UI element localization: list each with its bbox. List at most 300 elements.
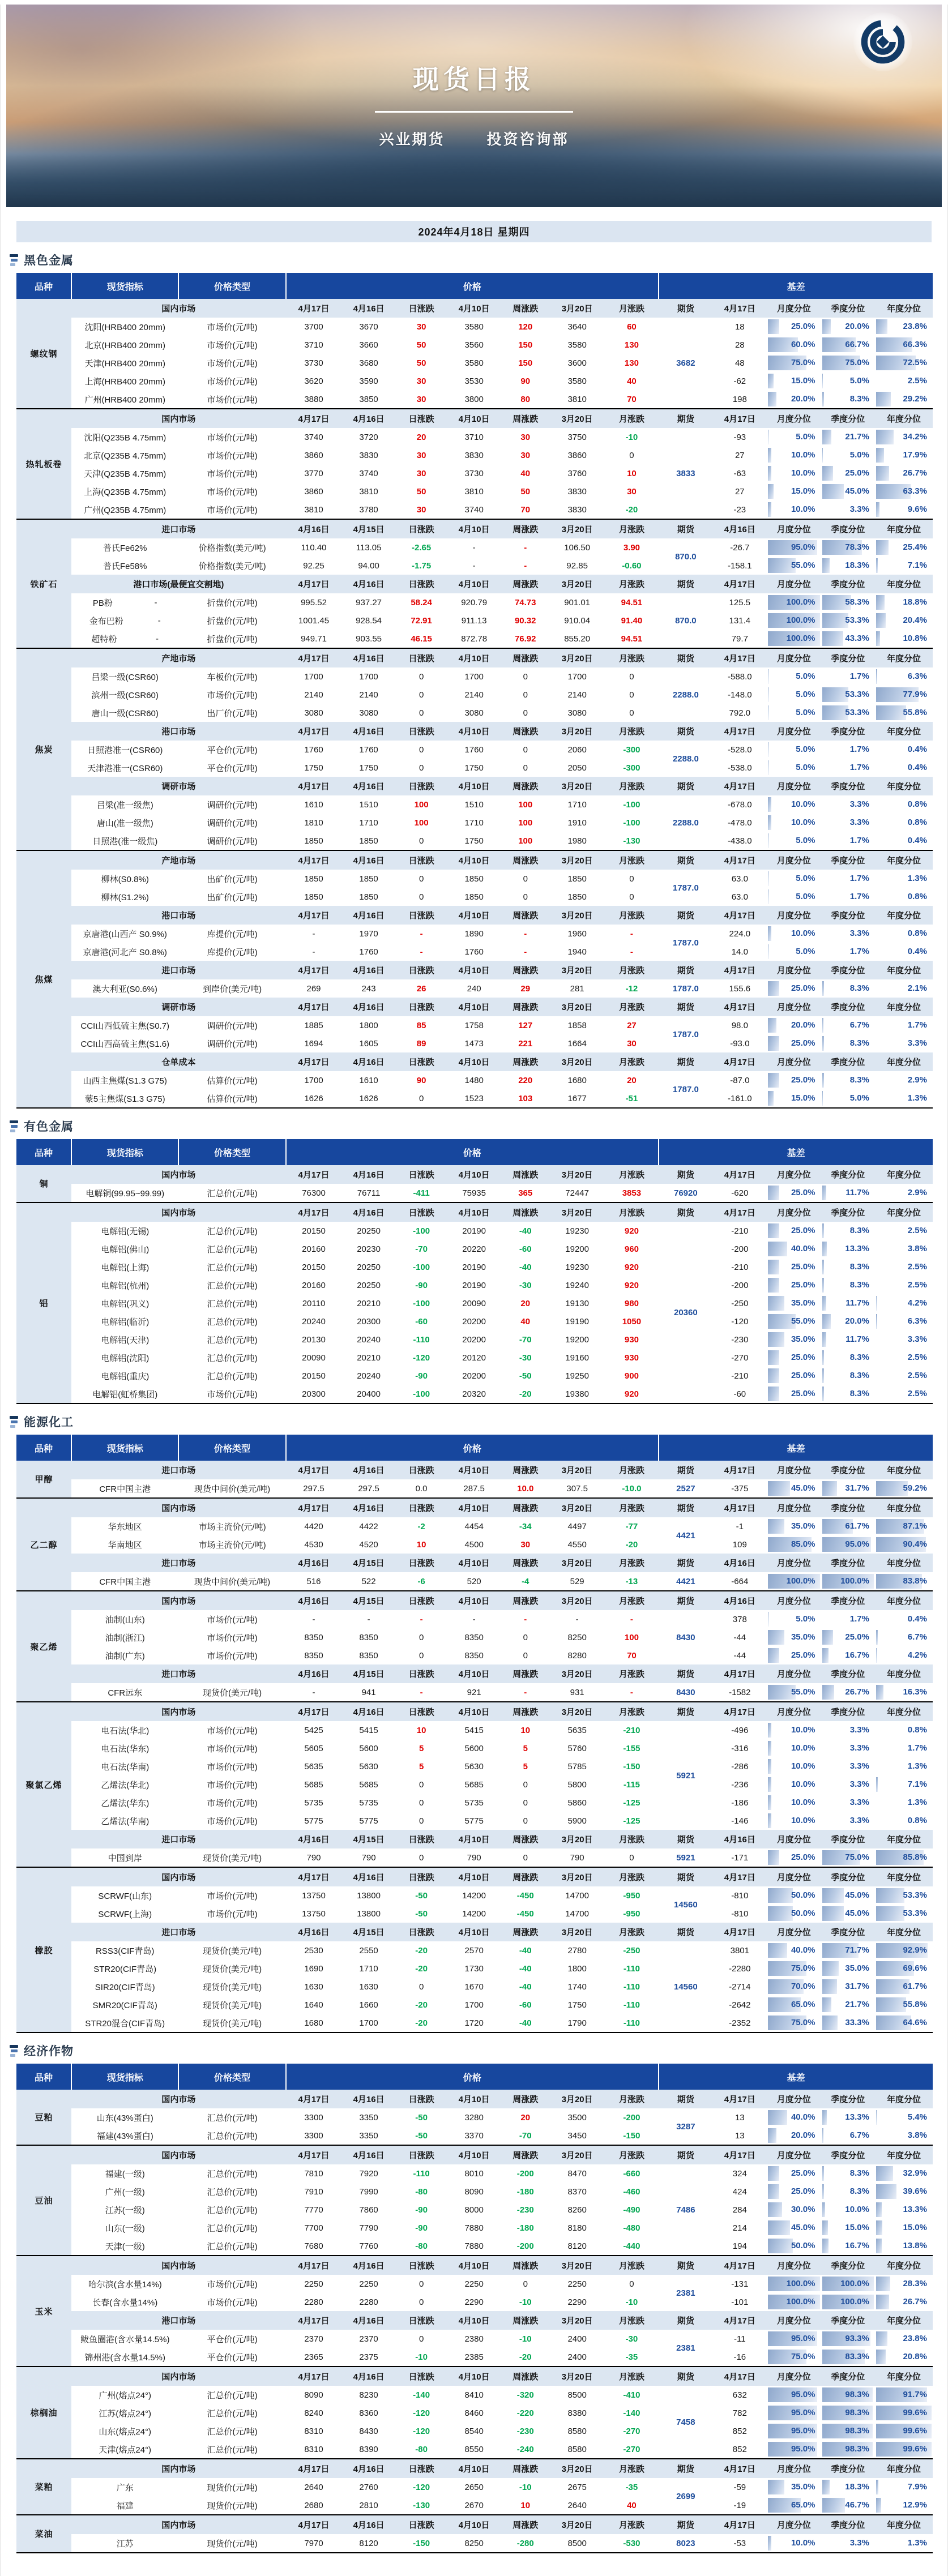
percentile-cell bbox=[767, 2108, 821, 2126]
price-cell: 30 bbox=[396, 464, 447, 482]
basis-cell: -158.1 bbox=[713, 557, 767, 575]
subheader-cell: 日涨跌 bbox=[396, 2459, 447, 2478]
percentile-value: 99.6% bbox=[875, 2441, 933, 2458]
price-cell: 20150 bbox=[286, 1258, 342, 1276]
variety-label: 豆粕 bbox=[16, 2090, 71, 2145]
subheader-cell: 日涨跌 bbox=[396, 850, 447, 870]
basis-cell: -19 bbox=[713, 2496, 767, 2515]
subheader-cell: 期货 bbox=[659, 722, 712, 741]
indicator-cell: 广州(熔点24°) bbox=[71, 2386, 178, 2404]
price-cell: 5685 bbox=[341, 1775, 395, 1794]
price-cell: 0 bbox=[501, 1775, 550, 1794]
price-cell: 307.5 bbox=[550, 1479, 605, 1498]
subheader-cell: 3月20日 bbox=[550, 2256, 605, 2275]
subheader-cell: 4月17日 bbox=[286, 1165, 342, 1184]
price-cell: 3580 bbox=[550, 336, 605, 354]
indicator-cell: 天津(Q235B 4.75mm) bbox=[71, 464, 178, 482]
subheader-cell: 期货 bbox=[659, 998, 712, 1016]
percentile-cell bbox=[767, 1886, 821, 1905]
percentile-cell bbox=[875, 2108, 933, 2126]
subheader-cell: 年度分位 bbox=[875, 1830, 933, 1848]
basis-cell: -678.0 bbox=[713, 795, 767, 814]
table-row bbox=[16, 1848, 933, 1867]
price-cell: 7680 bbox=[286, 2237, 342, 2256]
indicator-cell: 油制(山东) bbox=[71, 1610, 178, 1628]
percentile-cell bbox=[821, 1610, 875, 1628]
subheader-cell: 年度分位 bbox=[875, 961, 933, 979]
percentile-value: 10.0% bbox=[767, 796, 821, 813]
price-cell: 13800 bbox=[341, 1905, 395, 1923]
price-cell: -130 bbox=[605, 832, 659, 850]
indicator-cell: 天津(HRB400 20mm) bbox=[71, 354, 178, 372]
basis-cell: 98.0 bbox=[713, 1016, 767, 1034]
table-row bbox=[16, 1886, 933, 1905]
price-cell: 20190 bbox=[447, 1276, 501, 1294]
table-row bbox=[16, 2330, 933, 2348]
subheader-cell: 4月16日 bbox=[341, 575, 395, 593]
price-cell: -40 bbox=[501, 2014, 550, 2032]
subheader-cell: 月涨跌 bbox=[605, 2311, 659, 2330]
percentile-cell bbox=[767, 1312, 821, 1330]
market-subheader-row bbox=[16, 777, 933, 795]
table-row bbox=[16, 1517, 933, 1535]
table-row bbox=[16, 2164, 933, 2183]
price-cell: 937.27 bbox=[341, 593, 395, 611]
price-cell: 110.40 bbox=[286, 538, 342, 557]
subheader-cell: 年度分位 bbox=[875, 1203, 933, 1222]
subheader-cell: 年度分位 bbox=[875, 409, 933, 428]
subheader-cell: 4月10日 bbox=[447, 722, 501, 741]
price-cell: 91.40 bbox=[605, 611, 659, 630]
indicator-cell: STR20混合(CIF青岛) bbox=[71, 2014, 178, 2032]
percentile-cell bbox=[767, 428, 821, 446]
percentile-value: 1.3% bbox=[875, 2535, 933, 2552]
subheader-cell: 年度分位 bbox=[875, 722, 933, 741]
subheader-cell: 4月16日 bbox=[341, 409, 395, 428]
percentile-value: 10.0% bbox=[821, 2201, 875, 2218]
percentile-value: 35.0% bbox=[767, 1295, 821, 1312]
subheader-cell: 月涨跌 bbox=[605, 2459, 659, 2478]
basis-cell: -210 bbox=[713, 1367, 767, 1385]
percentile-cell bbox=[821, 1959, 875, 1978]
price-cell: - bbox=[396, 943, 447, 961]
subheader-cell: 月涨跌 bbox=[605, 299, 659, 318]
table-row bbox=[16, 611, 933, 630]
subheader-cell: 季度分位 bbox=[821, 1461, 875, 1479]
futures-price-cell: 1787.0 bbox=[659, 925, 712, 961]
percentile-value: 100.0% bbox=[767, 612, 821, 629]
price-cell: 100 bbox=[501, 814, 550, 832]
price-cell: 10 bbox=[501, 1721, 550, 1739]
percentile-cell bbox=[767, 1848, 821, 1867]
subheader-cell: 月度分位 bbox=[767, 299, 821, 318]
subheader-cell: 周涨跌 bbox=[501, 1664, 550, 1683]
price-type-cell: 出矿价(元/吨) bbox=[178, 888, 285, 906]
subheader-cell: 周涨跌 bbox=[501, 2367, 550, 2386]
market-label: 进口市场 bbox=[71, 961, 286, 979]
price-cell: 0 bbox=[396, 870, 447, 888]
percentile-cell bbox=[767, 2293, 821, 2311]
subheader-cell: 3月20日 bbox=[550, 2459, 605, 2478]
market-subheader-row bbox=[16, 998, 933, 1016]
column-header: 价格类型 bbox=[178, 1435, 285, 1461]
table-row bbox=[16, 2219, 933, 2237]
percentile-cell bbox=[821, 1794, 875, 1812]
percentile-value: 15.0% bbox=[767, 483, 821, 500]
price-cell: 1510 bbox=[447, 795, 501, 814]
subheader-cell: 季度分位 bbox=[821, 2090, 875, 2108]
column-header: 现货指标 bbox=[71, 273, 178, 299]
subheader-cell: 4月10日 bbox=[447, 998, 501, 1016]
subheader-cell: 3月20日 bbox=[550, 299, 605, 318]
subheader-cell: 4月16日 bbox=[341, 1165, 395, 1184]
market-subheader-row bbox=[16, 961, 933, 979]
percentile-cell bbox=[875, 1848, 933, 1867]
percentile-value: 3.3% bbox=[821, 1794, 875, 1811]
market-label: 产地市场 bbox=[71, 850, 286, 870]
percentile-value: 5.0% bbox=[767, 1611, 821, 1628]
price-cell: 72.91 bbox=[396, 611, 447, 630]
indicator-cell: 沈阳(Q235B 4.75mm) bbox=[71, 428, 178, 446]
market-subheader-row bbox=[16, 1664, 933, 1683]
price-cell: 94.51 bbox=[605, 593, 659, 611]
percentile-value: 98.3% bbox=[821, 2404, 875, 2421]
subheader-cell: 3月20日 bbox=[550, 1203, 605, 1222]
subheader-cell: 日涨跌 bbox=[396, 1867, 447, 1886]
subheader-cell: 月涨跌 bbox=[605, 1664, 659, 1683]
percentile-cell bbox=[875, 1034, 933, 1052]
basis-cell: -1582 bbox=[713, 1683, 767, 1702]
percentile-cell bbox=[767, 2478, 821, 2496]
price-cell: 30 bbox=[396, 372, 447, 390]
price-cell: 3660 bbox=[341, 336, 395, 354]
subheader-cell: 期货 bbox=[659, 961, 712, 979]
city-skyline-image bbox=[6, 153, 942, 207]
basis-cell: -44 bbox=[713, 1646, 767, 1664]
subheader-cell: 4月10日 bbox=[447, 1461, 501, 1479]
percentile-value: 61.7% bbox=[821, 1518, 875, 1535]
basis-cell: -250 bbox=[713, 1294, 767, 1312]
table-row bbox=[16, 372, 933, 390]
commodity-group-乙二醇 bbox=[16, 1498, 933, 1591]
subheader-cell: 年度分位 bbox=[875, 575, 933, 593]
percentile-value: 53.3% bbox=[875, 1905, 933, 1922]
price-cell: -77 bbox=[605, 1517, 659, 1535]
futures-price-cell: 1787.0 bbox=[659, 870, 712, 906]
price-cell: 921 bbox=[447, 1683, 501, 1702]
basis-cell: -59 bbox=[713, 2478, 767, 2496]
market-subheader-row bbox=[16, 519, 933, 538]
price-cell: 3830 bbox=[550, 482, 605, 500]
subheader-cell: 周涨跌 bbox=[501, 1830, 550, 1848]
subheader-cell: 月涨跌 bbox=[605, 1165, 659, 1184]
percentile-cell bbox=[821, 2348, 875, 2367]
subheader-cell: 日涨跌 bbox=[396, 1461, 447, 1479]
subheader-cell: 4月17日 bbox=[286, 648, 342, 667]
percentile-value: 9.6% bbox=[875, 501, 933, 518]
table-row bbox=[16, 2183, 933, 2201]
price-cell: 2050 bbox=[550, 759, 605, 777]
section-header bbox=[10, 251, 947, 268]
table-row bbox=[16, 1739, 933, 1757]
price-cell: 1720 bbox=[447, 2014, 501, 2032]
price-type-cell: 汇总价(元/吨) bbox=[178, 1258, 285, 1276]
basis-cell: -60 bbox=[713, 1385, 767, 1403]
price-cell: 365 bbox=[501, 1184, 550, 1203]
table-row bbox=[16, 1349, 933, 1367]
subheader-cell: 日涨跌 bbox=[396, 1498, 447, 1517]
price-type-cell: 市场价(元/吨) bbox=[178, 1886, 285, 1905]
subheader-cell: 4月17日 bbox=[713, 2090, 767, 2108]
subheader-cell: 4月10日 bbox=[447, 409, 501, 428]
basis-cell: -11 bbox=[713, 2330, 767, 2348]
price-cell: 106.50 bbox=[550, 538, 605, 557]
price-cell: 0 bbox=[501, 1848, 550, 1867]
price-cell: 92.25 bbox=[286, 557, 342, 575]
column-header: 现货指标 bbox=[71, 1435, 178, 1461]
percentile-cell bbox=[767, 925, 821, 943]
percentile-cell bbox=[821, 759, 875, 777]
percentile-cell bbox=[767, 1330, 821, 1349]
price-cell: -950 bbox=[605, 1905, 659, 1923]
subheader-cell: 4月16日 bbox=[713, 1554, 767, 1572]
price-cell: 8350 bbox=[447, 1646, 501, 1664]
percentile-value: 25.0% bbox=[767, 980, 821, 997]
price-cell: 5635 bbox=[550, 1721, 605, 1739]
price-cell: 20130 bbox=[286, 1330, 342, 1349]
percentile-value: 15.0% bbox=[767, 373, 821, 390]
percentile-cell bbox=[821, 1222, 875, 1240]
column-header: 品种 bbox=[16, 1139, 71, 1165]
percentile-value: 25.0% bbox=[767, 1849, 821, 1866]
variety-label: 橡胶 bbox=[16, 1867, 71, 2032]
percentile-value: 0.4% bbox=[875, 759, 933, 776]
percentile-cell bbox=[821, 1276, 875, 1294]
basis-cell: -200 bbox=[713, 1276, 767, 1294]
percentile-value: 8.3% bbox=[821, 1259, 875, 1276]
indicator-cell: 电石法(华东) bbox=[71, 1739, 178, 1757]
price-cell: 2550 bbox=[341, 1941, 395, 1959]
price-cell: 920 bbox=[605, 1276, 659, 1294]
percentile-cell bbox=[767, 888, 821, 906]
percentile-cell bbox=[821, 1367, 875, 1385]
section-bullet-icon bbox=[10, 1120, 18, 1132]
basis-cell: -620 bbox=[713, 1184, 767, 1203]
subheader-cell: 4月17日 bbox=[713, 2515, 767, 2534]
subheader-cell: 4月17日 bbox=[713, 2459, 767, 2478]
price-cell: 8500 bbox=[550, 2534, 605, 2553]
price-cell: 3300 bbox=[286, 2108, 342, 2126]
subheader-cell: 周涨跌 bbox=[501, 722, 550, 741]
subheader-cell: 期货 bbox=[659, 1203, 712, 1222]
subheader-cell: 3月20日 bbox=[550, 777, 605, 795]
price-cell: 20250 bbox=[341, 1222, 395, 1240]
price-cell: - bbox=[447, 557, 501, 575]
indicator-cell: 唐山一级(CSR60) bbox=[71, 704, 178, 722]
market-label: 进口市场 bbox=[71, 519, 286, 538]
price-cell: 920.79 bbox=[447, 593, 501, 611]
price-cell: 8000 bbox=[447, 2201, 501, 2219]
futures-price-cell: 2288.0 bbox=[659, 795, 712, 850]
subheader-cell: 季度分位 bbox=[821, 2311, 875, 2330]
table-row bbox=[16, 1016, 933, 1034]
subheader-cell: 4月10日 bbox=[447, 1165, 501, 1184]
price-cell: 4500 bbox=[447, 1535, 501, 1554]
percentile-value: 91.7% bbox=[875, 2386, 933, 2403]
price-type-cell: 市场价(元/吨) bbox=[178, 1739, 285, 1757]
price-cell: - bbox=[501, 943, 550, 961]
percentile-value: 29.2% bbox=[875, 391, 933, 408]
price-type-cell: 市场价(元/吨) bbox=[178, 2293, 285, 2311]
table-row bbox=[16, 1184, 933, 1203]
price-cell: 2400 bbox=[550, 2348, 605, 2367]
price-cell: 20120 bbox=[447, 1349, 501, 1367]
percentile-cell bbox=[767, 2440, 821, 2459]
price-cell: 1710 bbox=[341, 814, 395, 832]
basis-cell: 194 bbox=[713, 2237, 767, 2256]
price-cell: 0 bbox=[396, 888, 447, 906]
price-cell: 5685 bbox=[447, 1775, 501, 1794]
percentile-value: 23.8% bbox=[875, 2330, 933, 2347]
price-type-cell: 汇总价(元/吨) bbox=[178, 1367, 285, 1385]
futures-price-cell: 2288.0 bbox=[659, 667, 712, 722]
price-cell: -180 bbox=[501, 2219, 550, 2237]
subheader-cell: 月度分位 bbox=[767, 648, 821, 667]
price-cell: 50 bbox=[396, 336, 447, 354]
percentile-value: 10.0% bbox=[767, 814, 821, 831]
percentile-value: 3.3% bbox=[821, 814, 875, 831]
subheader-cell: 期货 bbox=[659, 1923, 712, 1941]
percentile-value: 58.3% bbox=[821, 594, 875, 611]
percentile-cell bbox=[767, 630, 821, 648]
percentile-value: 1.3% bbox=[875, 1758, 933, 1775]
column-header: 价格 bbox=[286, 2064, 659, 2090]
column-header: 现货指标 bbox=[71, 2064, 178, 2090]
price-cell: 3080 bbox=[341, 704, 395, 722]
subheader-cell: 年度分位 bbox=[875, 1498, 933, 1517]
subheader-cell: 周涨跌 bbox=[501, 1702, 550, 1721]
price-cell: 3830 bbox=[550, 500, 605, 519]
percentile-value: 5.0% bbox=[767, 686, 821, 703]
price-cell: -34 bbox=[501, 1517, 550, 1535]
percentile-cell bbox=[875, 2164, 933, 2183]
percentile-value: 100.0% bbox=[821, 2275, 875, 2292]
price-cell: 7970 bbox=[286, 2534, 342, 2553]
price-cell: 928.54 bbox=[341, 611, 395, 630]
market-label: 国内市场 bbox=[71, 2459, 286, 2478]
percentile-cell bbox=[875, 1517, 933, 1535]
subheader-cell: 3月20日 bbox=[550, 906, 605, 925]
price-cell: 3800 bbox=[447, 390, 501, 409]
percentile-cell bbox=[821, 1294, 875, 1312]
price-cell: 8090 bbox=[447, 2183, 501, 2201]
percentile-cell bbox=[821, 446, 875, 464]
percentile-value: 8.3% bbox=[821, 1277, 875, 1294]
price-cell: -50 bbox=[396, 2126, 447, 2145]
price-cell: 20300 bbox=[341, 1312, 395, 1330]
price-cell: 1850 bbox=[341, 888, 395, 906]
percentile-cell bbox=[767, 1016, 821, 1034]
percentile-cell bbox=[875, 2404, 933, 2422]
price-cell: 3860 bbox=[286, 482, 342, 500]
price-type-cell: 现货价(美元/吨) bbox=[178, 1996, 285, 2014]
subheader-cell: 月涨跌 bbox=[605, 2145, 659, 2164]
percentile-value: 70.0% bbox=[767, 1978, 821, 1995]
subheader-cell: 月涨跌 bbox=[605, 998, 659, 1016]
price-cell: 8120 bbox=[341, 2534, 395, 2553]
basis-cell: -23 bbox=[713, 500, 767, 519]
table-row bbox=[16, 1628, 933, 1646]
price-cell: 0 bbox=[501, 1812, 550, 1830]
variety-label: 乙二醇 bbox=[16, 1498, 71, 1591]
price-cell: 5 bbox=[396, 1739, 447, 1757]
percentile-value: 15.0% bbox=[875, 2219, 933, 2236]
indicator-cell: SCRWF(山东) bbox=[71, 1886, 178, 1905]
subheader-cell: 月涨跌 bbox=[605, 850, 659, 870]
price-cell: 8580 bbox=[550, 2422, 605, 2440]
percentile-value: 3.3% bbox=[821, 925, 875, 942]
subheader-cell: 4月15日 bbox=[341, 1554, 395, 1572]
percentile-cell bbox=[875, 1775, 933, 1794]
price-cell: -110 bbox=[605, 2014, 659, 2032]
price-type-cell: 价格指数(美元/吨) bbox=[178, 557, 285, 575]
basis-cell: 27 bbox=[713, 482, 767, 500]
price-type-cell: 市场价(元/吨) bbox=[178, 500, 285, 519]
subheader-cell: 3月20日 bbox=[550, 1591, 605, 1610]
price-cell: 29 bbox=[501, 979, 550, 998]
percentile-value: 95.0% bbox=[767, 2404, 821, 2421]
subheader-cell: 4月10日 bbox=[447, 1554, 501, 1572]
price-cell: 50 bbox=[396, 482, 447, 500]
subheader-cell: 4月17日 bbox=[286, 2459, 342, 2478]
price-type-cell: 调研价(元/吨) bbox=[178, 814, 285, 832]
basis-cell: -496 bbox=[713, 1721, 767, 1739]
percentile-cell bbox=[767, 1367, 821, 1385]
percentile-cell bbox=[767, 1683, 821, 1702]
percentile-cell bbox=[767, 1739, 821, 1757]
commodity-group-菜粕 bbox=[16, 2459, 933, 2515]
price-cell: -410 bbox=[605, 2386, 659, 2404]
subheader-cell: 日涨跌 bbox=[396, 2367, 447, 2386]
price-cell: 0 bbox=[396, 1812, 447, 1830]
price-cell: 269 bbox=[286, 979, 342, 998]
subheader-cell: 周涨跌 bbox=[501, 2459, 550, 2478]
futures-price-cell: 2699 bbox=[659, 2478, 712, 2515]
price-type-cell: 估算价(元/吨) bbox=[178, 1071, 285, 1089]
price-cell: -35 bbox=[605, 2478, 659, 2496]
subheader-cell: 3月20日 bbox=[550, 648, 605, 667]
percentile-value: 0.4% bbox=[875, 741, 933, 758]
price-cell: -90 bbox=[396, 1367, 447, 1385]
percentile-value: 64.6% bbox=[875, 2014, 933, 2031]
subheader-cell: 4月10日 bbox=[447, 1591, 501, 1610]
price-cell: 1850 bbox=[341, 832, 395, 850]
price-cell: -320 bbox=[501, 2386, 550, 2404]
subheader-cell: 月度分位 bbox=[767, 1554, 821, 1572]
subheader-cell: 季度分位 bbox=[821, 2459, 875, 2478]
price-cell: -40 bbox=[501, 1978, 550, 1996]
percentile-cell bbox=[767, 814, 821, 832]
subheader-cell: 4月17日 bbox=[713, 777, 767, 795]
column-header: 价格 bbox=[286, 1435, 659, 1461]
price-cell: 1730 bbox=[447, 1959, 501, 1978]
price-cell: -440 bbox=[605, 2237, 659, 2256]
variety-label: 焦煤 bbox=[16, 850, 71, 1108]
price-cell: 80 bbox=[501, 390, 550, 409]
price-cell: 13800 bbox=[341, 1886, 395, 1905]
subheader-cell: 月涨跌 bbox=[605, 2515, 659, 2534]
percentile-value: 2.5% bbox=[875, 1367, 933, 1384]
